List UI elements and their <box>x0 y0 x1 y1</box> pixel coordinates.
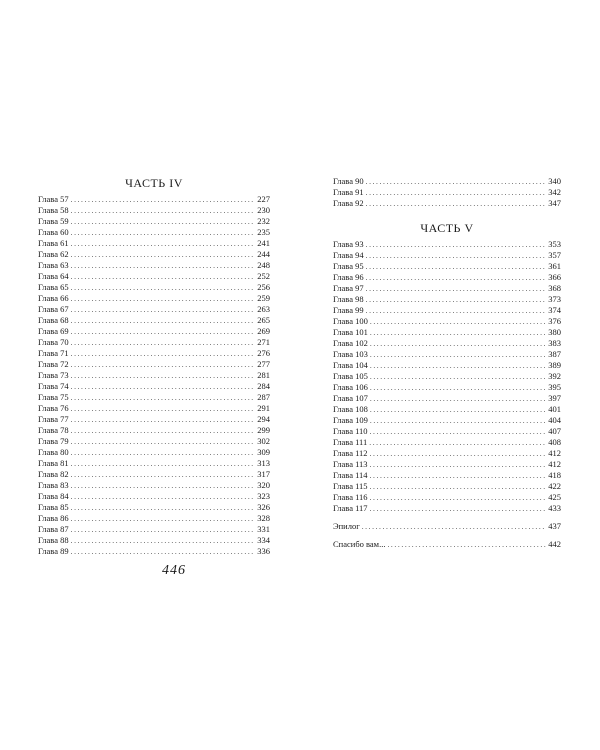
toc-entry <box>333 316 561 327</box>
dot-leader <box>71 227 256 238</box>
dot-leader <box>366 187 547 198</box>
dot-leader <box>370 393 546 404</box>
toc-entry-page: 336 <box>257 546 270 556</box>
spacer <box>333 532 561 539</box>
toc-list <box>38 194 270 557</box>
toc-entry-page: 401 <box>548 404 561 414</box>
dot-leader <box>71 271 256 282</box>
toc-entry-page: 244 <box>257 249 270 259</box>
toc-entry-label: Глава 78 <box>38 425 69 435</box>
toc-entry-label: Спасибо вам... <box>333 539 386 549</box>
part-title: ЧАСТЬ V <box>420 221 474 235</box>
toc-entry <box>333 459 561 470</box>
toc-entry-label: Глава 96 <box>333 272 364 282</box>
toc-entry <box>38 458 270 469</box>
toc-entry <box>38 238 270 249</box>
toc-entry-label: Глава 114 <box>333 470 368 480</box>
toc-entry-page: 437 <box>548 521 561 531</box>
dot-leader <box>71 216 256 227</box>
dot-leader <box>71 392 256 403</box>
toc-entry-label: Глава 85 <box>38 502 69 512</box>
toc-entry-page: 331 <box>257 524 270 534</box>
toc-entry-label: Глава 106 <box>333 382 368 392</box>
dot-leader <box>370 316 546 327</box>
toc-entry-label: Глава 90 <box>333 176 364 186</box>
dot-leader <box>71 348 256 359</box>
toc-entry-label: Глава 95 <box>333 261 364 271</box>
toc-entry <box>38 271 270 282</box>
dot-leader <box>71 535 256 546</box>
toc-entry-page: 232 <box>257 216 270 226</box>
dot-leader <box>370 338 546 349</box>
toc-entry-page: 252 <box>257 271 270 281</box>
toc-entry <box>38 260 270 271</box>
dot-leader <box>370 404 546 415</box>
toc-entry-label: Эпилог <box>333 521 360 531</box>
dot-leader <box>71 194 256 205</box>
toc-entry <box>333 448 561 459</box>
dot-leader <box>370 415 546 426</box>
toc-entry-page: 433 <box>548 503 561 513</box>
toc-entry <box>38 524 270 535</box>
dot-leader <box>71 238 256 249</box>
toc-entry-page: 404 <box>548 415 561 425</box>
toc-entry-label: Глава 97 <box>333 283 364 293</box>
toc-entry-label: Глава 70 <box>38 337 69 347</box>
toc-entry-page: 320 <box>257 480 270 490</box>
dot-leader <box>369 437 546 448</box>
toc-entry-label: Глава 71 <box>38 348 69 358</box>
toc-entry-label: Глава 64 <box>38 271 69 281</box>
toc-entry <box>333 338 561 349</box>
toc-entry-page: 373 <box>548 294 561 304</box>
toc-entry <box>333 272 561 283</box>
toc-entry <box>333 239 561 250</box>
toc-entry-label: Глава 115 <box>333 481 368 491</box>
toc-entry-label: Глава 111 <box>333 437 368 447</box>
toc-entry-page: 442 <box>548 539 561 549</box>
toc-entry <box>333 371 561 382</box>
toc-entry <box>333 426 561 437</box>
dot-leader <box>370 327 546 338</box>
toc-entry-page: 418 <box>548 470 561 480</box>
dot-leader <box>71 282 256 293</box>
toc-entry <box>333 503 561 514</box>
toc-entry <box>38 491 270 502</box>
toc-entry <box>38 414 270 425</box>
toc-entry-page: 276 <box>257 348 270 358</box>
toc-entry <box>38 348 270 359</box>
toc-entry-page: 328 <box>257 513 270 523</box>
dot-leader <box>71 436 256 447</box>
toc-entry-label: Глава 89 <box>38 546 69 556</box>
dot-leader <box>71 469 256 480</box>
toc-list <box>333 239 561 514</box>
toc-entry-page: 422 <box>548 481 561 491</box>
dot-leader <box>71 502 256 513</box>
toc-entry <box>38 480 270 491</box>
toc-entry-label: Глава 109 <box>333 415 368 425</box>
toc-entry <box>38 216 270 227</box>
toc-entry <box>38 546 270 557</box>
toc-entry-page: 265 <box>257 315 270 325</box>
toc-entry-page: 412 <box>548 448 561 458</box>
dot-leader <box>370 448 547 459</box>
dot-leader <box>71 260 256 271</box>
toc-entry <box>38 359 270 370</box>
toc-entry-page: 374 <box>548 305 561 315</box>
toc-entry <box>38 282 270 293</box>
toc-entry <box>333 470 561 481</box>
toc-entry-label: Глава 110 <box>333 426 368 436</box>
toc-entry-page: 235 <box>257 227 270 237</box>
toc-entry-page: 387 <box>548 349 561 359</box>
toc-entry-page: 287 <box>257 392 270 402</box>
toc-entry-page: 357 <box>548 250 561 260</box>
toc-entry <box>333 305 561 316</box>
toc-entry-label: Глава 116 <box>333 492 368 502</box>
toc-entry-page: 271 <box>257 337 270 347</box>
toc-entry <box>38 315 270 326</box>
toc-entry-page: 334 <box>257 535 270 545</box>
toc-entry-page: 408 <box>548 437 561 447</box>
toc-entry-label: Глава 98 <box>333 294 364 304</box>
toc-entry-page: 407 <box>548 426 561 436</box>
dot-leader <box>366 176 547 187</box>
toc-entry <box>38 513 270 524</box>
dot-leader <box>71 370 256 381</box>
toc-entry-label: Глава 60 <box>38 227 69 237</box>
toc-entry-page: 361 <box>548 261 561 271</box>
toc-entry <box>38 205 270 216</box>
dot-leader <box>71 381 256 392</box>
dot-leader <box>387 539 546 550</box>
toc-entry <box>333 187 561 198</box>
dot-leader <box>370 492 547 503</box>
toc-entry-page: 230 <box>257 205 270 215</box>
dot-leader <box>366 261 547 272</box>
dot-leader <box>71 205 256 216</box>
toc-entry-page: 323 <box>257 491 270 501</box>
dot-leader <box>71 546 256 557</box>
dot-leader <box>370 470 547 481</box>
toc-entry-label: Глава 80 <box>38 447 69 457</box>
dot-leader <box>71 304 256 315</box>
toc-entry-label: Глава 57 <box>38 194 69 204</box>
toc-entry-label: Глава 103 <box>333 349 368 359</box>
toc-entry <box>38 425 270 436</box>
toc-entry-page: 395 <box>548 382 561 392</box>
toc-entry-label: Глава 81 <box>38 458 69 468</box>
toc-entry-page: 227 <box>257 194 270 204</box>
toc-entry-page: 241 <box>257 238 270 248</box>
toc-entry <box>333 415 561 426</box>
toc-entry <box>333 382 561 393</box>
dot-leader <box>370 426 547 437</box>
dot-leader <box>366 198 547 209</box>
left-page-toc <box>38 176 270 557</box>
toc-entry <box>38 249 270 260</box>
toc-entry <box>333 283 561 294</box>
toc-entry-page: 302 <box>257 436 270 446</box>
toc-entry-page: 353 <box>548 239 561 249</box>
toc-entry-label: Глава 58 <box>38 205 69 215</box>
dot-leader <box>71 315 256 326</box>
dot-leader <box>366 294 547 305</box>
dot-leader <box>366 272 547 283</box>
toc-entry-label: Глава 84 <box>38 491 69 501</box>
toc-entry-page: 340 <box>548 176 561 186</box>
dot-leader <box>370 382 546 393</box>
toc-entry <box>38 337 270 348</box>
toc-entry-page: 313 <box>257 458 270 468</box>
toc-entry-label: Глава 65 <box>38 282 69 292</box>
toc-entry <box>333 198 561 209</box>
toc-entry-label: Глава 117 <box>333 503 368 513</box>
toc-entry-label: Глава 82 <box>38 469 69 479</box>
toc-entry-page: 269 <box>257 326 270 336</box>
toc-entry <box>333 481 561 492</box>
toc-entry-label: Глава 73 <box>38 370 69 380</box>
toc-entry-label: Глава 77 <box>38 414 69 424</box>
toc-entry <box>333 393 561 404</box>
dot-leader <box>370 459 547 470</box>
toc-entry-label: Глава 87 <box>38 524 69 534</box>
toc-entry <box>333 360 561 371</box>
toc-entry-label: Глава 59 <box>38 216 69 226</box>
toc-entry-label: Глава 100 <box>333 316 368 326</box>
toc-entry <box>38 381 270 392</box>
toc-entry <box>38 436 270 447</box>
toc-entry <box>38 502 270 513</box>
toc-entry-page: 389 <box>548 360 561 370</box>
toc-entry-page: 342 <box>548 187 561 197</box>
page-number: 446 <box>162 563 186 578</box>
toc-entry <box>38 535 270 546</box>
right-page-toc <box>333 176 561 550</box>
dot-leader <box>71 326 256 337</box>
part-title: ЧАСТЬ IV <box>125 176 183 190</box>
toc-entry <box>38 469 270 480</box>
toc-entry <box>38 370 270 381</box>
dot-leader <box>71 359 256 370</box>
toc-entry-page: 299 <box>257 425 270 435</box>
toc-entry-label: Глава 75 <box>38 392 69 402</box>
toc-entry-label: Глава 83 <box>38 480 69 490</box>
toc-entry-epilogue <box>333 521 561 532</box>
dot-leader <box>370 371 546 382</box>
dot-leader <box>71 491 256 502</box>
toc-entry <box>38 304 270 315</box>
toc-entry-page: 383 <box>548 338 561 348</box>
toc-entry-page: 281 <box>257 370 270 380</box>
toc-entry-page: 397 <box>548 393 561 403</box>
toc-entry <box>333 349 561 360</box>
toc-entry-page: 376 <box>548 316 561 326</box>
dot-leader <box>71 513 256 524</box>
toc-entry-label: Глава 76 <box>38 403 69 413</box>
toc-entry <box>333 176 561 187</box>
spacer <box>333 514 561 521</box>
toc-entry-label: Глава 101 <box>333 327 368 337</box>
toc-entry-label: Глава 105 <box>333 371 368 381</box>
toc-entry-label: Глава 68 <box>38 315 69 325</box>
toc-entry <box>38 392 270 403</box>
dot-leader <box>370 349 546 360</box>
dot-leader <box>71 425 256 436</box>
dot-leader <box>71 293 256 304</box>
toc-entry-thanks <box>333 539 561 550</box>
toc-entry-page: 412 <box>548 459 561 469</box>
toc-entry-label: Глава 102 <box>333 338 368 348</box>
toc-entry-label: Глава 69 <box>38 326 69 336</box>
toc-entry-label: Глава 74 <box>38 381 69 391</box>
toc-entry-page: 347 <box>548 198 561 208</box>
toc-entry-label: Глава 79 <box>38 436 69 446</box>
toc-entry-label: Глава 86 <box>38 513 69 523</box>
toc-entry <box>333 437 561 448</box>
toc-entry-page: 291 <box>257 403 270 413</box>
toc-entry-label: Глава 107 <box>333 393 368 403</box>
toc-entry-page: 256 <box>257 282 270 292</box>
toc-entry-page: 366 <box>548 272 561 282</box>
dot-leader <box>71 414 256 425</box>
toc-entry-label: Глава 66 <box>38 293 69 303</box>
toc-entry-label: Глава 104 <box>333 360 368 370</box>
dot-leader <box>71 403 256 414</box>
toc-entry <box>333 327 561 338</box>
toc-entry-page: 259 <box>257 293 270 303</box>
dot-leader <box>370 503 547 514</box>
dot-leader <box>71 337 256 348</box>
dot-leader <box>71 447 256 458</box>
toc-entry-page: 380 <box>548 327 561 337</box>
dot-leader <box>71 480 256 491</box>
dot-leader <box>370 481 547 492</box>
toc-entry <box>38 227 270 238</box>
dot-leader <box>71 249 256 260</box>
toc-entry <box>38 194 270 205</box>
dot-leader <box>362 521 547 532</box>
toc-entry-label: Глава 91 <box>333 187 364 197</box>
toc-entry-page: 248 <box>257 260 270 270</box>
toc-entry <box>333 492 561 503</box>
dot-leader <box>370 360 546 371</box>
toc-entry-page: 326 <box>257 502 270 512</box>
toc-entry <box>333 294 561 305</box>
toc-entry-page: 294 <box>257 414 270 424</box>
dot-leader <box>366 283 547 294</box>
toc-entry <box>38 293 270 304</box>
toc-entry-page: 392 <box>548 371 561 381</box>
dot-leader <box>71 524 256 535</box>
dot-leader <box>366 250 547 261</box>
toc-entry-label: Глава 67 <box>38 304 69 314</box>
toc-entry <box>38 447 270 458</box>
toc-entry-label: Глава 72 <box>38 359 69 369</box>
toc-entry-label: Глава 93 <box>333 239 364 249</box>
toc-entry-label: Глава 108 <box>333 404 368 414</box>
toc-entry-label: Глава 99 <box>333 305 364 315</box>
dot-leader <box>71 458 256 469</box>
toc-entry-label: Глава 112 <box>333 448 368 458</box>
toc-entry <box>333 404 561 415</box>
toc-entry <box>38 326 270 337</box>
toc-entry-page: 368 <box>548 283 561 293</box>
toc-entry-label: Глава 88 <box>38 535 69 545</box>
toc-entry <box>38 403 270 414</box>
toc-entry-label: Глава 94 <box>333 250 364 260</box>
toc-entry-page: 309 <box>257 447 270 457</box>
dot-leader <box>366 239 547 250</box>
toc-entry-page: 425 <box>548 492 561 502</box>
toc-entry-page: 277 <box>257 359 270 369</box>
toc-entry-label: Глава 113 <box>333 459 368 469</box>
toc-entry-label: Глава 61 <box>38 238 69 248</box>
toc-entry-page: 284 <box>257 381 270 391</box>
toc-entry <box>333 261 561 272</box>
toc-entry-label: Глава 63 <box>38 260 69 270</box>
dot-leader <box>366 305 547 316</box>
toc-entry-label: Глава 62 <box>38 249 69 259</box>
toc-entry-page: 263 <box>257 304 270 314</box>
toc-entry-label: Глава 92 <box>333 198 364 208</box>
toc-list <box>333 176 561 209</box>
toc-entry <box>333 250 561 261</box>
toc-entry-page: 317 <box>257 469 270 479</box>
